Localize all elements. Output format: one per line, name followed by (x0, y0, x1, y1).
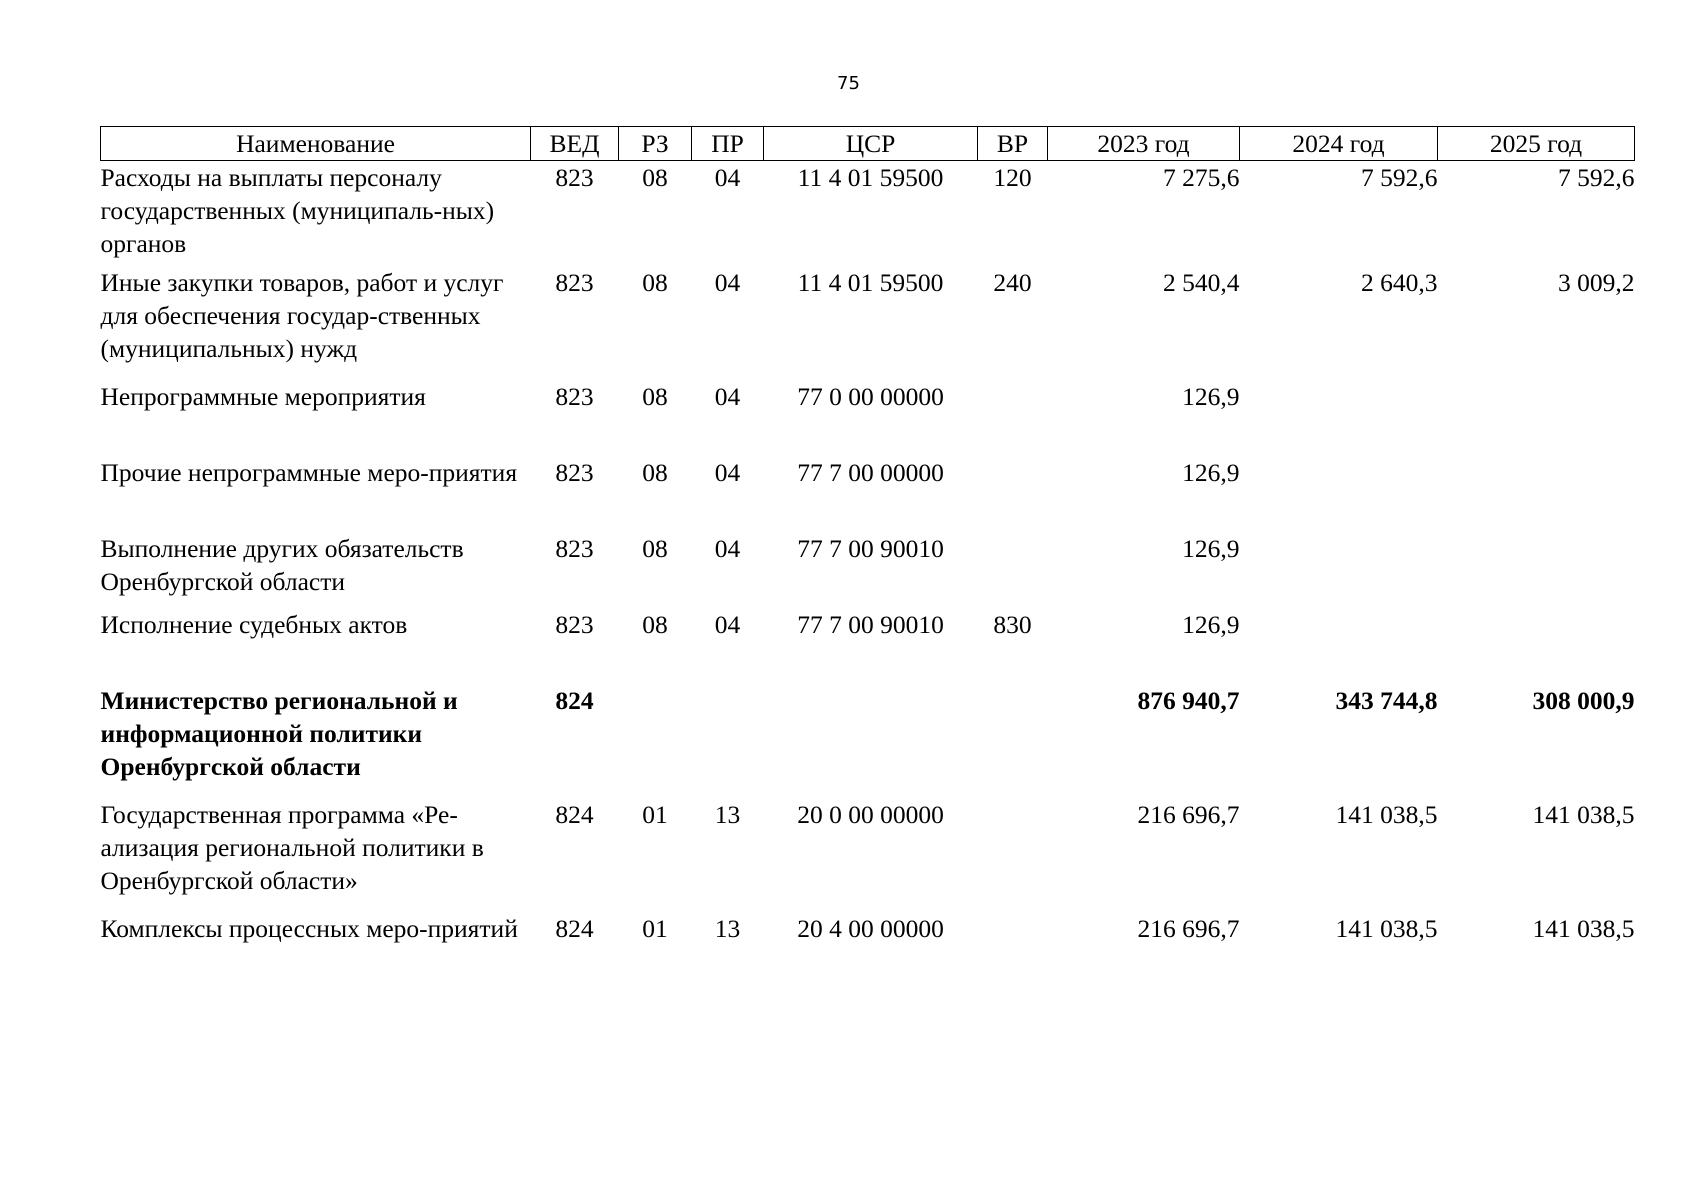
cell-2024: 2 640,3 (1361, 267, 1438, 297)
table-row (101, 684, 1635, 798)
cell-csr: 77 7 00 00000 (797, 457, 944, 487)
cell-ved: 824 (555, 799, 594, 829)
cell-rz: 08 (642, 163, 668, 192)
cell-rz: 08 (642, 609, 668, 639)
cell-pr: 04 (714, 267, 741, 297)
cell-2023: 126,9 (1182, 609, 1240, 639)
cell-pr: 04 (714, 609, 741, 639)
cell-2025 (1438, 456, 1635, 532)
cell-name: Иные закупки товаров, работ и услуг для обеспечения государ-ственных (муниципальных) нужд (100, 267, 504, 363)
header-ved: ВЕД (531, 127, 619, 161)
cell-2024: 343 744,8 (1335, 685, 1438, 715)
cell-name: Прочие непрограммные меро-приятия (100, 457, 518, 487)
cell-2025: 7 592,6 (1558, 163, 1635, 192)
header-2024: 2024 год (1240, 127, 1438, 161)
cell-ved: 823 (555, 163, 594, 192)
cell-2024: 141 038,5 (1335, 799, 1438, 829)
cell-vr (978, 684, 1048, 798)
cell-csr: 77 7 00 90010 (797, 533, 944, 563)
table-row (101, 161, 1635, 266)
header-csr: ЦСР (764, 127, 978, 161)
cell-2025: 308 000,9 (1532, 685, 1635, 715)
cell-2023: 216 696,7 (1137, 799, 1240, 829)
cell-vr (978, 798, 1048, 912)
cell-pr: 04 (714, 533, 741, 563)
cell-2024 (1240, 380, 1438, 456)
cell-2023: 126,9 (1182, 381, 1240, 411)
cell-pr: 04 (714, 457, 741, 487)
cell-rz: 08 (642, 267, 668, 297)
cell-rz (619, 684, 692, 798)
cell-vr: 830 (993, 609, 1032, 639)
cell-ved: 824 (555, 685, 594, 715)
cell-pr (692, 684, 764, 798)
cell-vr (978, 456, 1048, 532)
cell-rz: 08 (642, 457, 668, 487)
cell-ved: 823 (555, 381, 594, 411)
cell-pr: 13 (714, 913, 741, 943)
cell-name: Расходы на выплаты персоналу государственных (муниципаль-ных) органов (100, 163, 495, 258)
table-row (101, 912, 1635, 988)
header-rz: РЗ (619, 127, 692, 161)
cell-rz: 08 (642, 381, 668, 411)
cell-2024 (1240, 532, 1438, 608)
header-2025: 2025 год (1438, 127, 1635, 161)
table-row (101, 798, 1635, 912)
cell-2023: 126,9 (1182, 457, 1240, 487)
cell-name: Выполнение других обязательств Оренбургской области (100, 533, 464, 596)
cell-csr: 77 0 00 00000 (797, 381, 944, 411)
cell-rz: 08 (642, 533, 668, 563)
header-name: Наименование (101, 127, 531, 161)
page-number: 75 (837, 73, 860, 94)
table-row (101, 380, 1635, 456)
cell-name: Министерство региональной и информационной политики Оренбургской области (100, 685, 458, 781)
cell-vr (978, 532, 1048, 608)
cell-2023: 216 696,7 (1137, 913, 1240, 943)
table-row (101, 532, 1635, 608)
cell-ved: 823 (555, 533, 594, 563)
budget-table (100, 126, 1635, 988)
cell-name: Непрограммные мероприятия (100, 381, 426, 411)
cell-ved: 823 (555, 457, 594, 487)
cell-vr: 120 (993, 163, 1032, 192)
cell-ved: 823 (555, 267, 594, 297)
cell-vr (978, 380, 1048, 456)
table-row (101, 608, 1635, 684)
cell-2023: 7 275,6 (1163, 163, 1240, 192)
cell-2024 (1240, 608, 1438, 684)
table-header-row (101, 127, 1635, 161)
cell-2025 (1438, 532, 1635, 608)
header-pr: ПР (692, 127, 764, 161)
cell-vr: 240 (993, 267, 1032, 297)
cell-rz: 01 (642, 799, 668, 829)
cell-2025: 141 038,5 (1532, 799, 1635, 829)
cell-name: Комплексы процессных меро-приятий (100, 913, 518, 943)
cell-rz: 01 (642, 913, 668, 943)
cell-vr (978, 912, 1048, 988)
table-row (101, 456, 1635, 532)
cell-ved: 823 (555, 609, 594, 639)
cell-2025: 3 009,2 (1558, 267, 1635, 297)
cell-2024: 141 038,5 (1335, 913, 1438, 943)
cell-csr: 11 4 01 59500 (797, 163, 944, 192)
cell-pr: 04 (714, 381, 741, 411)
cell-2024 (1240, 456, 1438, 532)
cell-2024: 7 592,6 (1361, 163, 1438, 192)
cell-pr: 04 (714, 163, 741, 192)
cell-csr: 11 4 01 59500 (797, 267, 944, 297)
table-row (101, 266, 1635, 380)
cell-csr (764, 684, 978, 798)
cell-2023: 2 540,4 (1163, 267, 1240, 297)
cell-2023: 126,9 (1182, 533, 1240, 563)
cell-2025 (1438, 608, 1635, 684)
cell-pr: 13 (714, 799, 741, 829)
cell-ved: 824 (555, 913, 594, 943)
cell-csr: 77 7 00 90010 (797, 609, 944, 639)
cell-name: Исполнение судебных актов (100, 609, 408, 639)
header-2023: 2023 год (1048, 127, 1240, 161)
header-vr: ВР (978, 127, 1048, 161)
cell-2023: 876 940,7 (1137, 685, 1240, 715)
cell-name: Государственная программа «Ре-ализация региональной политики в Оренбургской области» (100, 799, 484, 895)
cell-2025: 141 038,5 (1532, 913, 1635, 943)
cell-csr: 20 4 00 00000 (797, 913, 944, 943)
cell-csr: 20 0 00 00000 (797, 799, 944, 829)
cell-2025 (1438, 380, 1635, 456)
